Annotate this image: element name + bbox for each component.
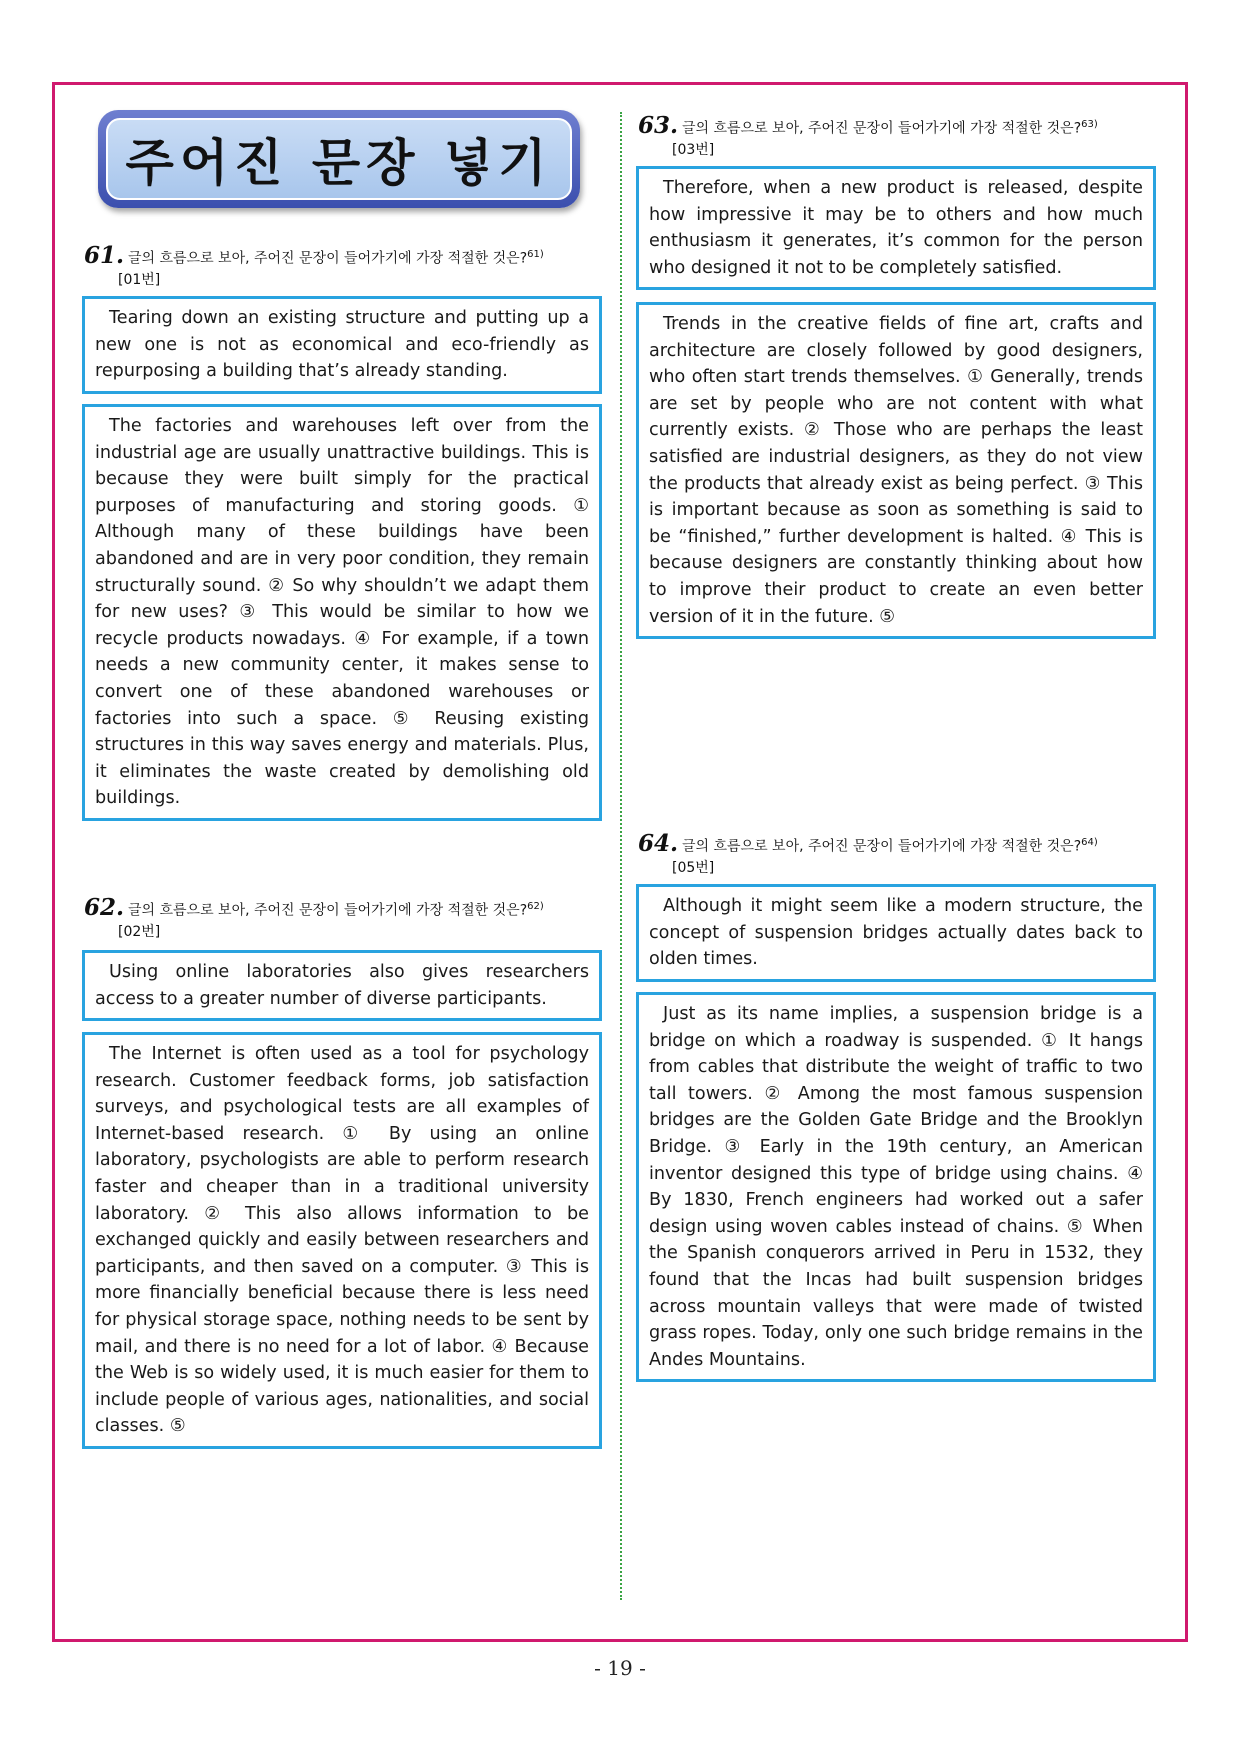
question-number: 61.: [84, 241, 125, 269]
page-number: - 19 -: [594, 1656, 646, 1680]
question-62-given-sentence: Using online laboratories also gives researchers access to a greater number of diverse participants.: [82, 950, 602, 1021]
question-ref: 62): [527, 901, 544, 912]
question-64-given-sentence: Although it might seem like a modern structure, the concept of suspension bridges actually dates back to olden times.: [636, 884, 1156, 982]
question-62-header: [84, 893, 544, 943]
section-title-banner: [98, 110, 580, 208]
question-61-passage: The factories and warehouses left over from the industrial age are usually unattractive buildings. This is because they were built simply for the practical purposes of manufacturing and storing goods. ① Although many of these buildings have been abandoned and are in very poor condition, they remain structurally sound. ② So why shouldn’t we adapt them for new uses? ③ This would be similar to how we recycle products nowadays. ④ For example, if a town needs a new community center, it makes sense to convert one of these abandoned warehouses or factories into such a space. ⑤ Reusing existing structures in this way saves energy and materials. Plus, it eliminates the waste created by demolishing old buildings.: [82, 404, 602, 821]
question-number: 64.: [638, 829, 679, 857]
question-prompt: 글의 흐름으로 보아, 주어진 문장이 들어가기에 가장 적절한 것은?: [128, 902, 528, 919]
question-prompt: 글의 흐름으로 보아, 주어진 문장이 들어가기에 가장 적절한 것은?: [128, 250, 528, 267]
section-title: 주어진 문장 넣기: [125, 134, 553, 192]
question-64-passage: Just as its name implies, a suspension bridge is a bridge on which a roadway is suspended. ① It hangs from cables that distribute the weight of traffic to two tall towers. ② Among the most famous suspension bridges are the Golden Gate Bridge and the Brooklyn Bridge. ③ Early in the 19th century, an American inventor designed this type of bridge using chains. ④ By 1830, French engineers had worked out a safer design using woven cables instead of chains. ⑤ When the Spanish conquerors arrived in Peru in 1532, they found that the Incas had built suspension bridges across mountain valleys that were made of twisted grass ropes. Today, only one such bridge remains in the Andes Mountains.: [636, 992, 1156, 1382]
question-tag: [03번]: [672, 141, 715, 158]
question-ref: 63): [1081, 119, 1098, 130]
question-64-header: [638, 829, 1098, 879]
question-prompt: 글의 흐름으로 보아, 주어진 문장이 들어가기에 가장 적절한 것은?: [682, 838, 1082, 855]
question-tag: [02번]: [118, 923, 161, 940]
question-ref: 61): [527, 249, 544, 260]
question-61-header: [84, 241, 544, 291]
question-ref: 64): [1081, 837, 1098, 848]
question-63-given-sentence: Therefore, when a new product is released, despite how impressive it may be to others and how much enthusiasm it generates, it’s common for the person who designed it not to be completely satisfied.: [636, 166, 1156, 290]
column-divider: [620, 112, 622, 1600]
question-prompt: 글의 흐름으로 보아, 주어진 문장이 들어가기에 가장 적절한 것은?: [682, 120, 1082, 137]
question-tag: [05번]: [672, 859, 715, 876]
section-title-inner: [106, 118, 572, 200]
question-63-header: [638, 111, 1098, 161]
question-number: 62.: [84, 893, 125, 921]
question-number: 63.: [638, 111, 679, 139]
question-63-passage: Trends in the creative fields of fine art, crafts and architecture are closely followed by good designers, who often start trends themselves. ① Generally, trends are set by people who are not content with what currently exists. ② Those who are perhaps the least satisfied are industrial designers, as they do not view the products that already exist as being perfect. ③ This is important because as soon as something is said to be “finished,” further development is halted. ④ This is because designers are constantly thinking about how to improve their product to create an even better version of it in the future. ⑤: [636, 302, 1156, 639]
question-61-given-sentence: Tearing down an existing structure and putting up a new one is not as economical and eco-friendly as repurposing a building that’s already standing.: [82, 296, 602, 394]
question-tag: [01번]: [118, 271, 161, 288]
question-62-passage: The Internet is often used as a tool for psychology research. Customer feedback forms, job satisfaction surveys, and psychological tests are all examples of Internet-based research. ① By using an online laboratory, psychologists are able to perform research faster and cheaper than in a traditional university laboratory. ② This also allows information to be exchanged quickly and easily between researchers and participants, and then saved on a computer. ③ This is more financially beneficial because there is less need for physical storage space, nothing needs to be sent by mail, and there is no need for a lot of labor. ④ Because the Web is so widely used, it is much easier for them to include people of various ages, nationalities, and social classes. ⑤: [82, 1032, 602, 1449]
